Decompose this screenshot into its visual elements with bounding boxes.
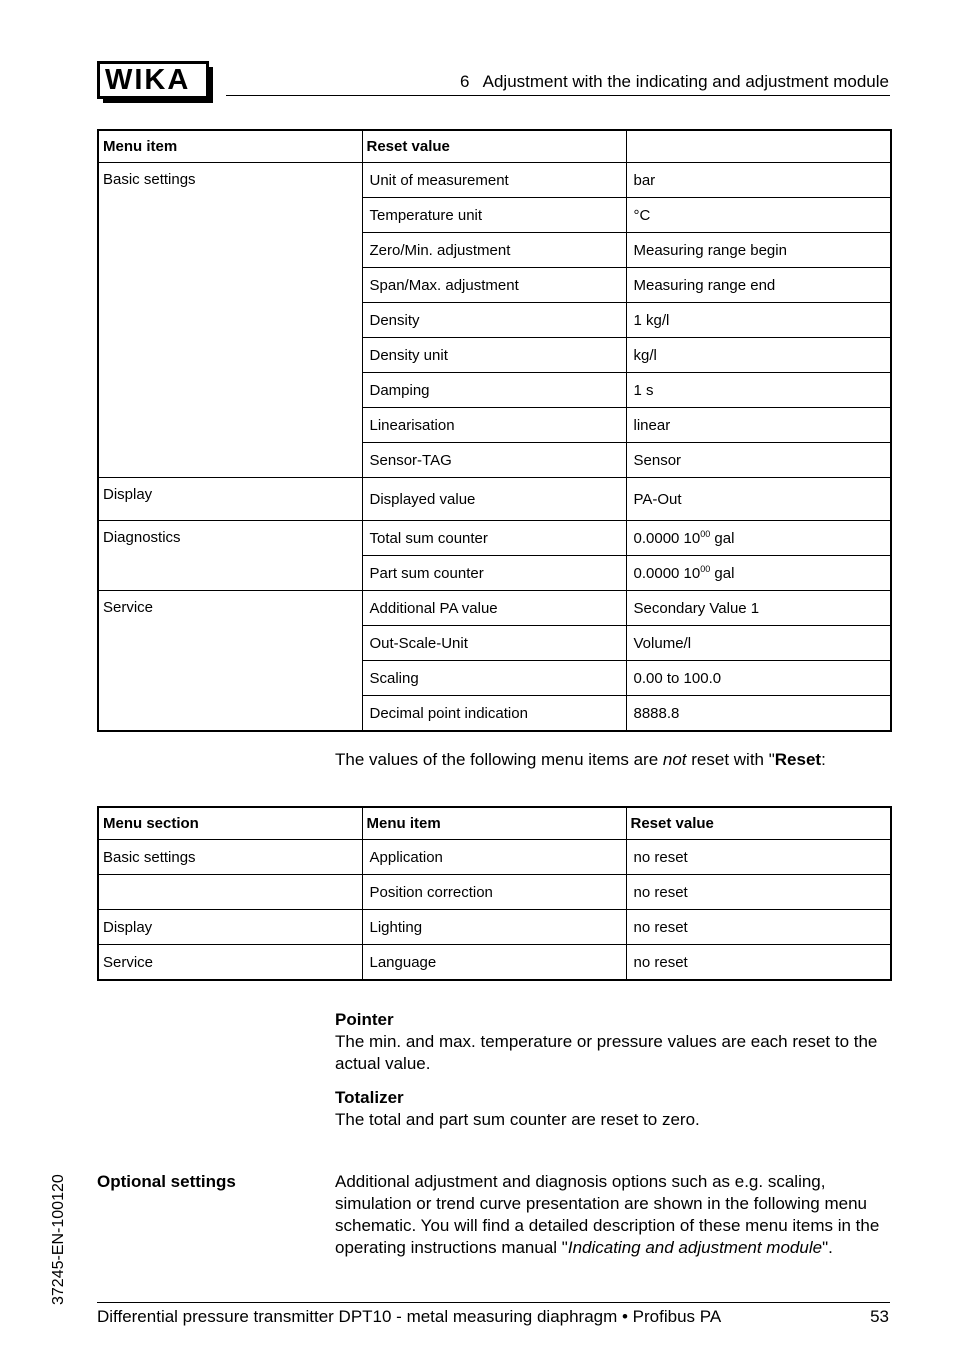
header-rule [226,95,890,96]
table-row [98,478,891,521]
menu-item-cell: Out-Scale-Unit [362,626,626,661]
menu-item-cell: Density unit [362,338,626,373]
chapter-title: 6 Adjustment with the indicating and adjustment module [459,72,889,91]
reset-value-cell: Volume/l [626,626,891,661]
menu-section-cell: Basic settings [98,163,362,478]
menu-item-cell: Sensor-TAG [362,443,626,478]
menu-section-cell: Display [98,910,362,945]
reset-value-cell: no reset [626,945,891,981]
menu-item-cell: Language [362,945,626,981]
table-header-row [98,130,891,163]
header-reset-value: Reset value [362,130,626,163]
menu-item-cell: Temperature unit [362,198,626,233]
table-header-row [98,807,891,840]
table-row [98,875,891,910]
menu-item-cell: Lighting [362,910,626,945]
menu-item-cell: Displayed value [362,478,626,521]
reset-value-cell: °C [626,198,891,233]
intro-sentence: The values of the following menu items are not reset with "Reset: [335,750,826,769]
reset-value-cell: 0.00 to 100.0 [626,661,891,696]
reset-value-cell: no reset [626,840,891,875]
reset-value-cell: bar [626,163,891,198]
menu-section-cell: Display [98,478,362,521]
document-number: 37245-EN-100120 [50,1174,67,1305]
page-number: 53 [870,1307,889,1326]
reset-value-cell: Measuring range end [626,268,891,303]
menu-section-cell: Service [98,945,362,981]
header-reset-value: Reset value [626,807,891,840]
reset-value-cell: Secondary Value 1 [626,591,891,626]
table-row [98,591,891,626]
pointer-title: Pointer [335,1010,394,1029]
table-row [98,910,891,945]
menu-item-cell: Linearisation [362,408,626,443]
menu-item-cell: Density [362,303,626,338]
reset-value-cell: 0.0000 $10^{00}$ gal [626,556,891,591]
menu-section-cell: Service [98,591,362,732]
menu-item-cell: Damping [362,373,626,408]
totalizer-text: The total and part sum counter are reset to zero. [335,1110,700,1129]
optional-settings-label: Optional settings [97,1172,236,1191]
menu-item-cell: Unit of measurement [362,163,626,198]
menu-section-cell: Basic settings [98,840,362,875]
footer-rule [97,1302,890,1303]
menu-item-cell: Scaling [362,661,626,696]
reset-value-cell: PA-Out [626,478,891,521]
pointer-text: The min. and max. temperature or pressure values are each reset to the actual value. [335,1032,878,1073]
reset-values-table [97,129,892,732]
totalizer-block [335,1087,891,1131]
table-row [98,163,891,198]
reset-value-cell: Sensor [626,443,891,478]
menu-item-cell: Span/Max. adjustment [362,268,626,303]
reset-value-cell: 1 kg/l [626,303,891,338]
header-blank [626,130,891,163]
menu-section-cell: Diagnostics [98,521,362,591]
pointer-block [335,1009,891,1075]
optional-settings-text: Additional adjustment and diagnosis options such as e.g. scaling, simulation or trend curve presentation are shown in the following menu schematic. You will find a detailed description of these menu items in the operating instructions manual "Indicating and adjustment module". [335,1172,880,1257]
menu-item-cell: Additional PA value [362,591,626,626]
footer-title: Differential pressure transmitter DPT10 - metal measuring diaphragm • Profibus PA [97,1307,722,1326]
reset-value-cell: 8888.8 [626,696,891,732]
table-row [98,840,891,875]
menu-item-cell: Part sum counter [362,556,626,591]
reset-value-cell: no reset [626,875,891,910]
header-menu-item: Menu item [98,130,362,163]
header-menu-item: Menu item [362,807,626,840]
reset-value-cell: linear [626,408,891,443]
menu-section-cell [98,875,362,910]
menu-item-cell: Decimal point indication [362,696,626,732]
not-reset-table [97,806,892,981]
header-menu-section: Menu section [98,807,362,840]
menu-item-cell: Application [362,840,626,875]
reset-value-cell: no reset [626,910,891,945]
reset-value-cell: Measuring range begin [626,233,891,268]
wika-logo: WIKA [97,61,209,99]
menu-item-cell: Position correction [362,875,626,910]
table-row [98,521,891,556]
reset-value-cell: 0.0000 $10^{00}$ gal [626,521,891,556]
menu-item-cell: Zero/Min. adjustment [362,233,626,268]
totalizer-title: Totalizer [335,1088,404,1107]
reset-value-cell: kg/l [626,338,891,373]
menu-item-cell: Total sum counter [362,521,626,556]
table-row [98,945,891,981]
reset-value-cell: 1 s [626,373,891,408]
